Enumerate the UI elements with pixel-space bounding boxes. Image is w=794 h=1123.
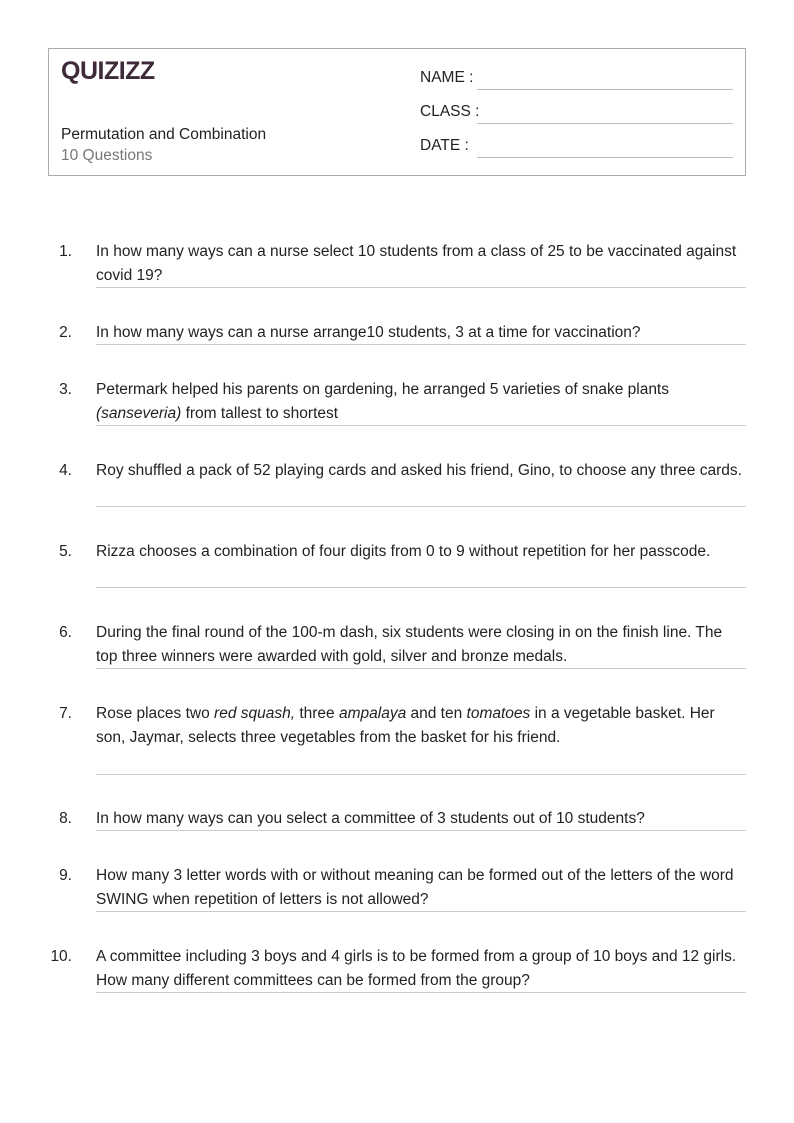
text-segment: Petermark helped his parents on gardening, he arranged 5 varieties of snake plants xyxy=(96,381,669,398)
italic-segment: tomatoes xyxy=(466,705,531,722)
question-text: In how many ways can a nurse arrange10 students, 3 at a time for vaccination? xyxy=(96,324,641,341)
italic-segment: red squash, xyxy=(214,705,296,722)
date-field[interactable] xyxy=(477,157,733,158)
answer-line[interactable] xyxy=(96,506,746,507)
answer-line[interactable] xyxy=(96,774,746,775)
class-field[interactable] xyxy=(477,123,733,124)
answer-line[interactable] xyxy=(96,830,746,831)
answer-line[interactable] xyxy=(96,668,746,669)
text-segment: and ten xyxy=(406,705,467,722)
italic-segment: (sanseveria) xyxy=(96,405,182,422)
question-number: 9. xyxy=(59,867,72,884)
worksheet-title: Permutation and Combination xyxy=(61,126,267,143)
question-number: 1. xyxy=(59,243,72,260)
question-text: How many 3 letter words with or without meaning can be formed out of the letters of the word SWING when repetition of letters is not allowed? xyxy=(96,867,734,908)
date-label: DATE : xyxy=(420,137,469,154)
question-count: 10 Questions xyxy=(61,147,153,164)
text-segment: three xyxy=(295,705,339,722)
question-number: 6. xyxy=(59,624,72,641)
question-number: 5. xyxy=(59,543,72,560)
text-segment: from tallest to shortest xyxy=(181,405,339,422)
question-text: A committee including 3 boys and 4 girls is to be formed from a group of 10 boys and 12 girls. How many different committees can be formed from the group? xyxy=(96,948,737,989)
question-text: During the final round of the 100-m dash, six students were closing in on the finish line. The top three winners were awarded with gold, silver and bronze medals. xyxy=(96,624,723,665)
question-number: 8. xyxy=(59,810,72,827)
question-text: In how many ways can you select a committee of 3 students out of 10 students? xyxy=(96,810,645,827)
name-label: NAME : xyxy=(420,69,474,86)
answer-line[interactable] xyxy=(96,344,746,345)
question-number: 3. xyxy=(59,381,72,398)
name-field[interactable] xyxy=(477,89,733,90)
text-segment: in a vegetable basket. Her son, Jaymar, selects three vegetables from the basket for his friend. xyxy=(96,705,715,746)
question-text: In how many ways can a nurse select 10 students from a class of 25 to be vaccinated against covid 19? xyxy=(96,243,737,284)
question-text: Rizza chooses a combination of four digits from 0 to 9 without repetition for her passcode. xyxy=(96,543,711,560)
italic-segment: ampalaya xyxy=(338,705,407,722)
question-number: 4. xyxy=(59,462,72,479)
question-number: 2. xyxy=(59,324,72,341)
question-text xyxy=(96,702,746,750)
question-number: 10. xyxy=(50,948,72,965)
quizizz-logo: QUIZIZZ xyxy=(61,57,155,85)
answer-line[interactable] xyxy=(96,911,746,912)
question-text xyxy=(96,378,746,426)
answer-line[interactable] xyxy=(96,992,746,993)
answer-line[interactable] xyxy=(96,425,746,426)
answer-line[interactable] xyxy=(96,587,746,588)
class-label: CLASS : xyxy=(420,103,480,120)
text-segment: Rose places two xyxy=(96,705,215,722)
answer-line[interactable] xyxy=(96,287,746,288)
question-number: 7. xyxy=(59,705,72,722)
question-text: Roy shuffled a pack of 52 playing cards and asked his friend, Gino, to choose any three cards. xyxy=(96,462,742,479)
worksheet-header xyxy=(48,48,746,176)
